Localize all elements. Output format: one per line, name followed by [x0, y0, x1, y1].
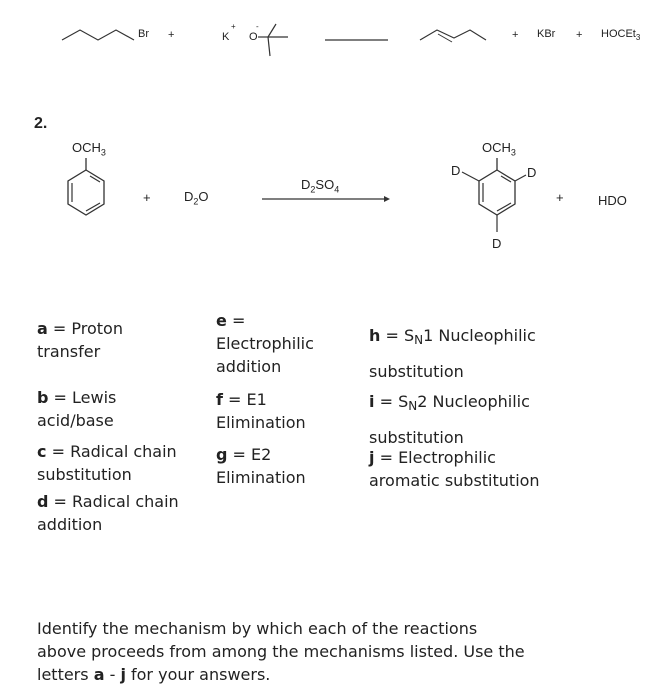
tbutoxide-c-down	[268, 37, 270, 56]
hdo-label: HDO	[598, 193, 627, 208]
potassium-label: K	[222, 31, 230, 43]
plus-sign: +	[168, 29, 175, 41]
product-och3-label: $OCH_3$	[482, 140, 516, 158]
product-ring	[479, 170, 515, 215]
mechanism-i: $i = S_N2$ Nucleophilic substitution	[369, 392, 530, 447]
mechanism-j: j = Electrophilic aromatic substitution	[369, 448, 540, 490]
product-d-right-label: D	[527, 165, 537, 180]
plus-sign: +	[556, 190, 564, 205]
reaction-2-number: 2.	[34, 115, 48, 132]
product-d-right-bond	[515, 175, 526, 181]
product-d-left-label: D	[451, 163, 461, 178]
mechanism-d: d = Radical chain addition	[37, 492, 179, 534]
question-text: Identify the mechanism by which each of the reactions above proceeds from among the mechanisms listed. Use the letters a - j for your answers.	[37, 619, 525, 684]
product-1-butene	[420, 30, 486, 40]
mechanism-g: g = E2 Elimination	[216, 445, 306, 487]
potassium-charge: +	[231, 22, 236, 31]
anisole-ring	[68, 170, 104, 215]
d2o-label: $D_2O$	[184, 189, 209, 207]
oxygen-label: O	[249, 31, 258, 43]
mechanism-c: c = Radical chain substitution	[37, 442, 177, 484]
anisole-och3-label: $OCH_3$	[72, 140, 106, 158]
oxygen-charge: -	[256, 22, 259, 31]
mechanism-h: $h = S_N1$ Nucleophilic substitution	[369, 326, 536, 381]
plus-sign: +	[143, 190, 151, 205]
mechanism-f: f = E1 Elimination	[216, 390, 306, 432]
tbutoxide-c-up	[268, 24, 276, 37]
product-d-left-bond	[462, 172, 479, 181]
plus-sign: +	[576, 29, 583, 41]
plus-sign: +	[512, 29, 519, 41]
tbutanol-label: HOCEt$_3$	[601, 28, 641, 43]
reactant-1-chain	[62, 30, 134, 40]
mechanism-e: e = Electrophilic addition	[216, 311, 314, 376]
mechanism-a: a = Proton transfer	[37, 319, 123, 361]
d2so4-catalyst-label: $D_2SO_4$	[301, 177, 340, 195]
kbr-label: KBr	[537, 28, 556, 40]
mechanism-b: b = Lewis acid/base	[37, 388, 117, 430]
product-d-bottom-label: D	[492, 236, 502, 251]
reactant-1-br-label: Br	[138, 28, 149, 40]
